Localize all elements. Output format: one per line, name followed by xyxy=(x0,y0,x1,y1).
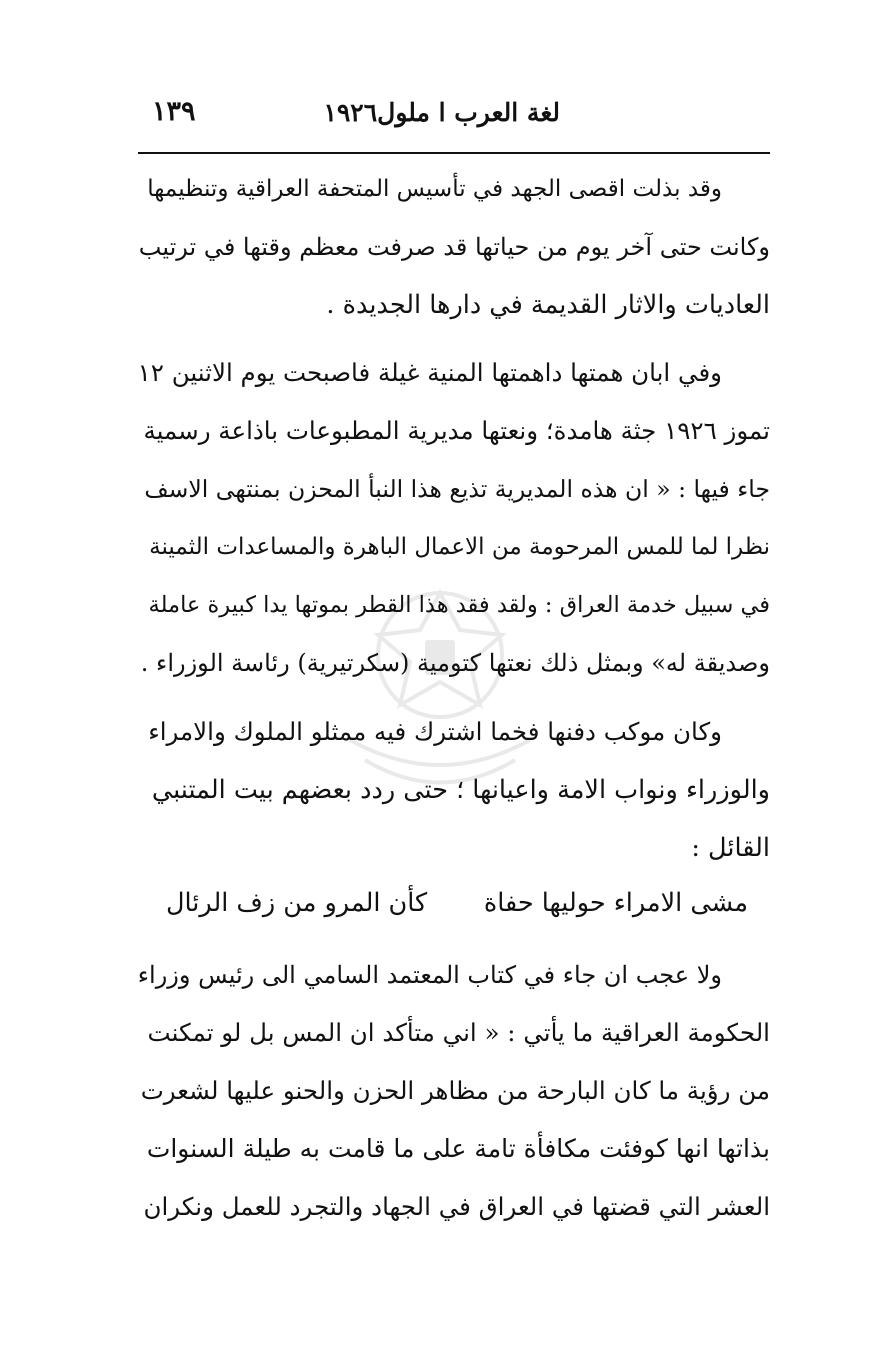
text-line: من رؤية ما كان البارحة من مظاهر الحزن والحنو عليها لشعرت xyxy=(140,1076,770,1105)
paragraph-1 xyxy=(138,160,770,334)
text-line: نظرا لما للمس المرحومة من الاعمال الباهرة والمساعدات الثمينة xyxy=(149,534,770,560)
running-head xyxy=(140,92,765,132)
text-line: وفي ابان همتها داهمتها المنية غيلة فاصبحت يوم الاثنين ١٢ xyxy=(137,358,722,387)
text-line: تموز ١٩٢٦ جثة هامدة؛ ونعتها مديرية المطبوعات باذاعة رسمية xyxy=(143,416,770,445)
journal-title: لغة العرب ا ملول١٩٢٦ xyxy=(323,98,560,127)
first-hemistich: مشى الامراء حوليها حفاة xyxy=(483,888,748,918)
text-line: وقد بذلت اقصى الجهد في تأسيس المتحفة العراقية وتنظيمها xyxy=(147,176,722,202)
text-line: وكان موكب دفنها فخما اشترك فيه ممثلو الملوك والامراء xyxy=(148,717,722,746)
text-line: وصديقة له» وبمثل ذلك نعتها كتومية (سكرتيرية) رئاسة الوزراء . xyxy=(140,649,770,677)
paragraph-3 xyxy=(138,703,770,877)
second-hemistich: كأن المرو من زف الرئال xyxy=(166,888,428,918)
text-line: العاديات والاثار القديمة في دارها الجديدة . xyxy=(326,290,770,320)
text-line: بذاتها انها كوفئت مكافأة تامة على ما قامت به طيلة السنوات xyxy=(146,1134,770,1163)
text-line: في سبيل خدمة العراق : ولقد فقد هذا القطر بموتها يدا كبيرة عاملة xyxy=(148,592,770,618)
paragraph-4 xyxy=(138,946,770,1236)
page-number: ١٣٩ xyxy=(152,96,196,127)
text-line: العشر التي قضتها في العراق في الجهاد والتجرد للعمل ونكران xyxy=(143,1192,770,1221)
text-line: جاء فيها : « ان هذه المديرية تذيع هذا النبأ المحزن بمنتهى الاسف xyxy=(144,475,770,503)
poetry-verse xyxy=(138,874,770,932)
paragraph-2 xyxy=(138,344,770,692)
text-line: الحكومة العراقية ما يأتي : « اني متأكد ان المس بل لو تمكنت xyxy=(147,1018,770,1047)
text-line: وكانت حتى آخر يوم من حياتها قد صرفت معظم وقتها في ترتيب xyxy=(138,233,770,261)
header-rule xyxy=(138,152,770,154)
text-line: القائل : xyxy=(691,833,770,863)
text-line: ولا عجب ان جاء في كتاب المعتمد السامي الى رئيس وزراء xyxy=(137,961,722,989)
text-line: والوزراء ونواب الامة واعيانها ؛ حتى ردد بعضهم بيت المتنبي xyxy=(151,775,770,805)
